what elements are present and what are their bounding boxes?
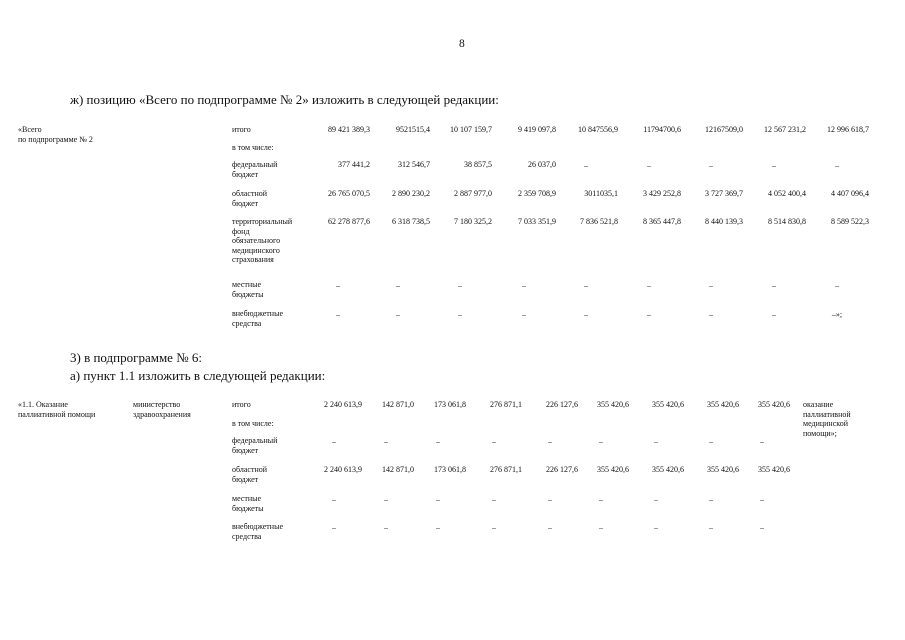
table-cell: – xyxy=(835,281,839,290)
table-cell: 355 420,6 xyxy=(652,465,684,474)
table-cell: – xyxy=(647,281,651,290)
table-cell: 11794700,6 xyxy=(643,125,681,134)
row-label: «1.1. Оказание паллиативной помощи xyxy=(18,400,96,419)
table-cell: – xyxy=(647,161,651,170)
table-cell: 355 420,6 xyxy=(707,465,739,474)
table-cell: – xyxy=(436,495,440,504)
table-cell: – xyxy=(492,523,496,532)
table-cell: 8 514 830,8 xyxy=(768,217,806,226)
table-cell: 173 061,8 xyxy=(434,465,466,474)
table-cell: – xyxy=(332,523,336,532)
table-cell: – xyxy=(709,437,713,446)
table-cell: – xyxy=(760,437,764,446)
table-cell: 7 836 521,8 xyxy=(580,217,618,226)
table-cell: – xyxy=(522,310,526,319)
table-cell: – xyxy=(522,281,526,290)
table-cell: 12 567 231,2 xyxy=(764,125,806,134)
section-heading-3: 3) в подпрограмме № 6: xyxy=(70,350,202,365)
table-cell: – xyxy=(760,523,764,532)
table-cell: 142 871,0 xyxy=(382,400,414,409)
page-number: 8 xyxy=(459,38,465,50)
table-cell: – xyxy=(384,523,388,532)
table-cell: 226 127,6 xyxy=(546,400,578,409)
table-cell: 12167509,0 xyxy=(705,125,743,134)
table-cell: – xyxy=(599,523,603,532)
table-cell: – xyxy=(772,281,776,290)
table-cell: – xyxy=(548,437,552,446)
table-cell: 355 420,6 xyxy=(707,400,739,409)
table-cell: – xyxy=(772,310,776,319)
table-cell: 9 419 097,8 xyxy=(518,125,556,134)
table-cell: 10 107 159,7 xyxy=(450,125,492,134)
table-cell: – xyxy=(599,437,603,446)
table-cell: – xyxy=(548,495,552,504)
funding-source-label: в том числе: xyxy=(232,143,274,152)
funding-source-label: федеральный бюджет xyxy=(232,436,278,455)
table-cell: 3 429 252,8 xyxy=(643,189,681,198)
table-cell: 38 857,5 xyxy=(464,160,492,169)
table-cell: – xyxy=(396,281,400,290)
table-cell: – xyxy=(709,495,713,504)
table-cell: 7 180 325,2 xyxy=(454,217,492,226)
table-cell: 312 546,7 xyxy=(398,160,430,169)
funding-source-label: местные бюджеты xyxy=(232,494,264,513)
table-cell: – xyxy=(336,310,340,319)
table-cell: 173 061,8 xyxy=(434,400,466,409)
table-cell: – xyxy=(709,310,713,319)
table-cell: 355 420,6 xyxy=(652,400,684,409)
table-cell: – xyxy=(760,495,764,504)
funding-source-label: внебюджетные средства xyxy=(232,522,283,541)
table-cell: 3011035,1 xyxy=(584,189,618,198)
table-cell: 8 365 447,8 xyxy=(643,217,681,226)
table-cell: – xyxy=(336,281,340,290)
table-cell: –»; xyxy=(831,310,843,319)
table-cell: – xyxy=(709,523,713,532)
table-cell: 26 765 070,5 xyxy=(328,189,370,198)
funding-source-label: территориальный фонд обязательного медицинского страхования xyxy=(232,217,293,264)
table-cell: – xyxy=(654,523,658,532)
table-cell: – xyxy=(436,437,440,446)
funding-source-label: областной бюджет xyxy=(232,189,268,208)
table-cell: 2 890 230,2 xyxy=(392,189,430,198)
table-cell: 3 727 369,7 xyxy=(705,189,743,198)
table-cell: – xyxy=(492,437,496,446)
table-cell: 355 420,6 xyxy=(597,400,629,409)
row-label: «Всего по подпрограмме № 2 xyxy=(18,125,93,144)
table-cell: 12 996 618,7 xyxy=(827,125,869,134)
table-cell: 2 240 613,9 xyxy=(324,400,362,409)
funding-source-label: областной бюджет xyxy=(232,465,268,484)
funding-source-label: федеральный бюджет xyxy=(232,160,278,179)
table-cell: – xyxy=(647,310,651,319)
table-cell: 89 421 389,3 xyxy=(328,125,370,134)
table-cell: 4 407 096,4 xyxy=(831,189,869,198)
table-cell: – xyxy=(599,495,603,504)
table-cell: – xyxy=(772,161,776,170)
table-cell: – xyxy=(396,310,400,319)
result-label: оказание паллиативной медицинской помощи»; xyxy=(803,400,851,438)
table-cell: – xyxy=(492,495,496,504)
table-cell: – xyxy=(458,281,462,290)
table-cell: 7 033 351,9 xyxy=(518,217,556,226)
table-cell: 9521515,4 xyxy=(396,125,430,134)
table-cell: 276 871,1 xyxy=(490,400,522,409)
table-cell: 4 052 400,4 xyxy=(768,189,806,198)
table-cell: – xyxy=(584,161,588,170)
executor-label: министерство здравоохранения xyxy=(133,400,191,419)
table-cell: 142 871,0 xyxy=(382,465,414,474)
table-cell: – xyxy=(332,437,336,446)
table-cell: – xyxy=(332,495,336,504)
funding-source-label: в том числе: xyxy=(232,419,274,428)
table-cell: 8 440 139,3 xyxy=(705,217,743,226)
table-cell: – xyxy=(654,495,658,504)
funding-source-label: внебюджетные средства xyxy=(232,309,283,328)
table-cell: – xyxy=(548,523,552,532)
table-cell: 6 318 738,5 xyxy=(392,217,430,226)
table-cell: 377 441,2 xyxy=(338,160,370,169)
section-heading-a: а) пункт 1.1 изложить в следующей редакции: xyxy=(70,368,326,383)
table-cell: 8 589 522,3 xyxy=(831,217,869,226)
table-cell: 2 887 977,0 xyxy=(454,189,492,198)
section-heading-zh: ж) позицию «Всего по подпрограмме № 2» изложить в следующей редакции: xyxy=(70,92,499,107)
table-cell: – xyxy=(584,281,588,290)
table-cell: – xyxy=(384,495,388,504)
table-cell: – xyxy=(436,523,440,532)
table-cell: 355 420,6 xyxy=(597,465,629,474)
table-cell: 226 127,6 xyxy=(546,465,578,474)
table-cell: – xyxy=(709,161,713,170)
table-cell: – xyxy=(654,437,658,446)
table-cell: – xyxy=(584,310,588,319)
funding-source-label: местные бюджеты xyxy=(232,280,264,299)
table-cell: 2 359 708,9 xyxy=(518,189,556,198)
table-cell: 355 420,6 xyxy=(758,400,790,409)
funding-source-label: итого xyxy=(232,400,251,409)
table-cell: 10 847556,9 xyxy=(578,125,618,134)
table-cell: 2 240 613,9 xyxy=(324,465,362,474)
table-cell: 276 871,1 xyxy=(490,465,522,474)
table-cell: – xyxy=(835,161,839,170)
table-cell: 62 278 877,6 xyxy=(328,217,370,226)
table-cell: – xyxy=(384,437,388,446)
table-cell: 26 037,0 xyxy=(528,160,556,169)
funding-source-label: итого xyxy=(232,125,251,134)
table-cell: 355 420,6 xyxy=(758,465,790,474)
table-cell: – xyxy=(709,281,713,290)
table-cell: – xyxy=(458,310,462,319)
